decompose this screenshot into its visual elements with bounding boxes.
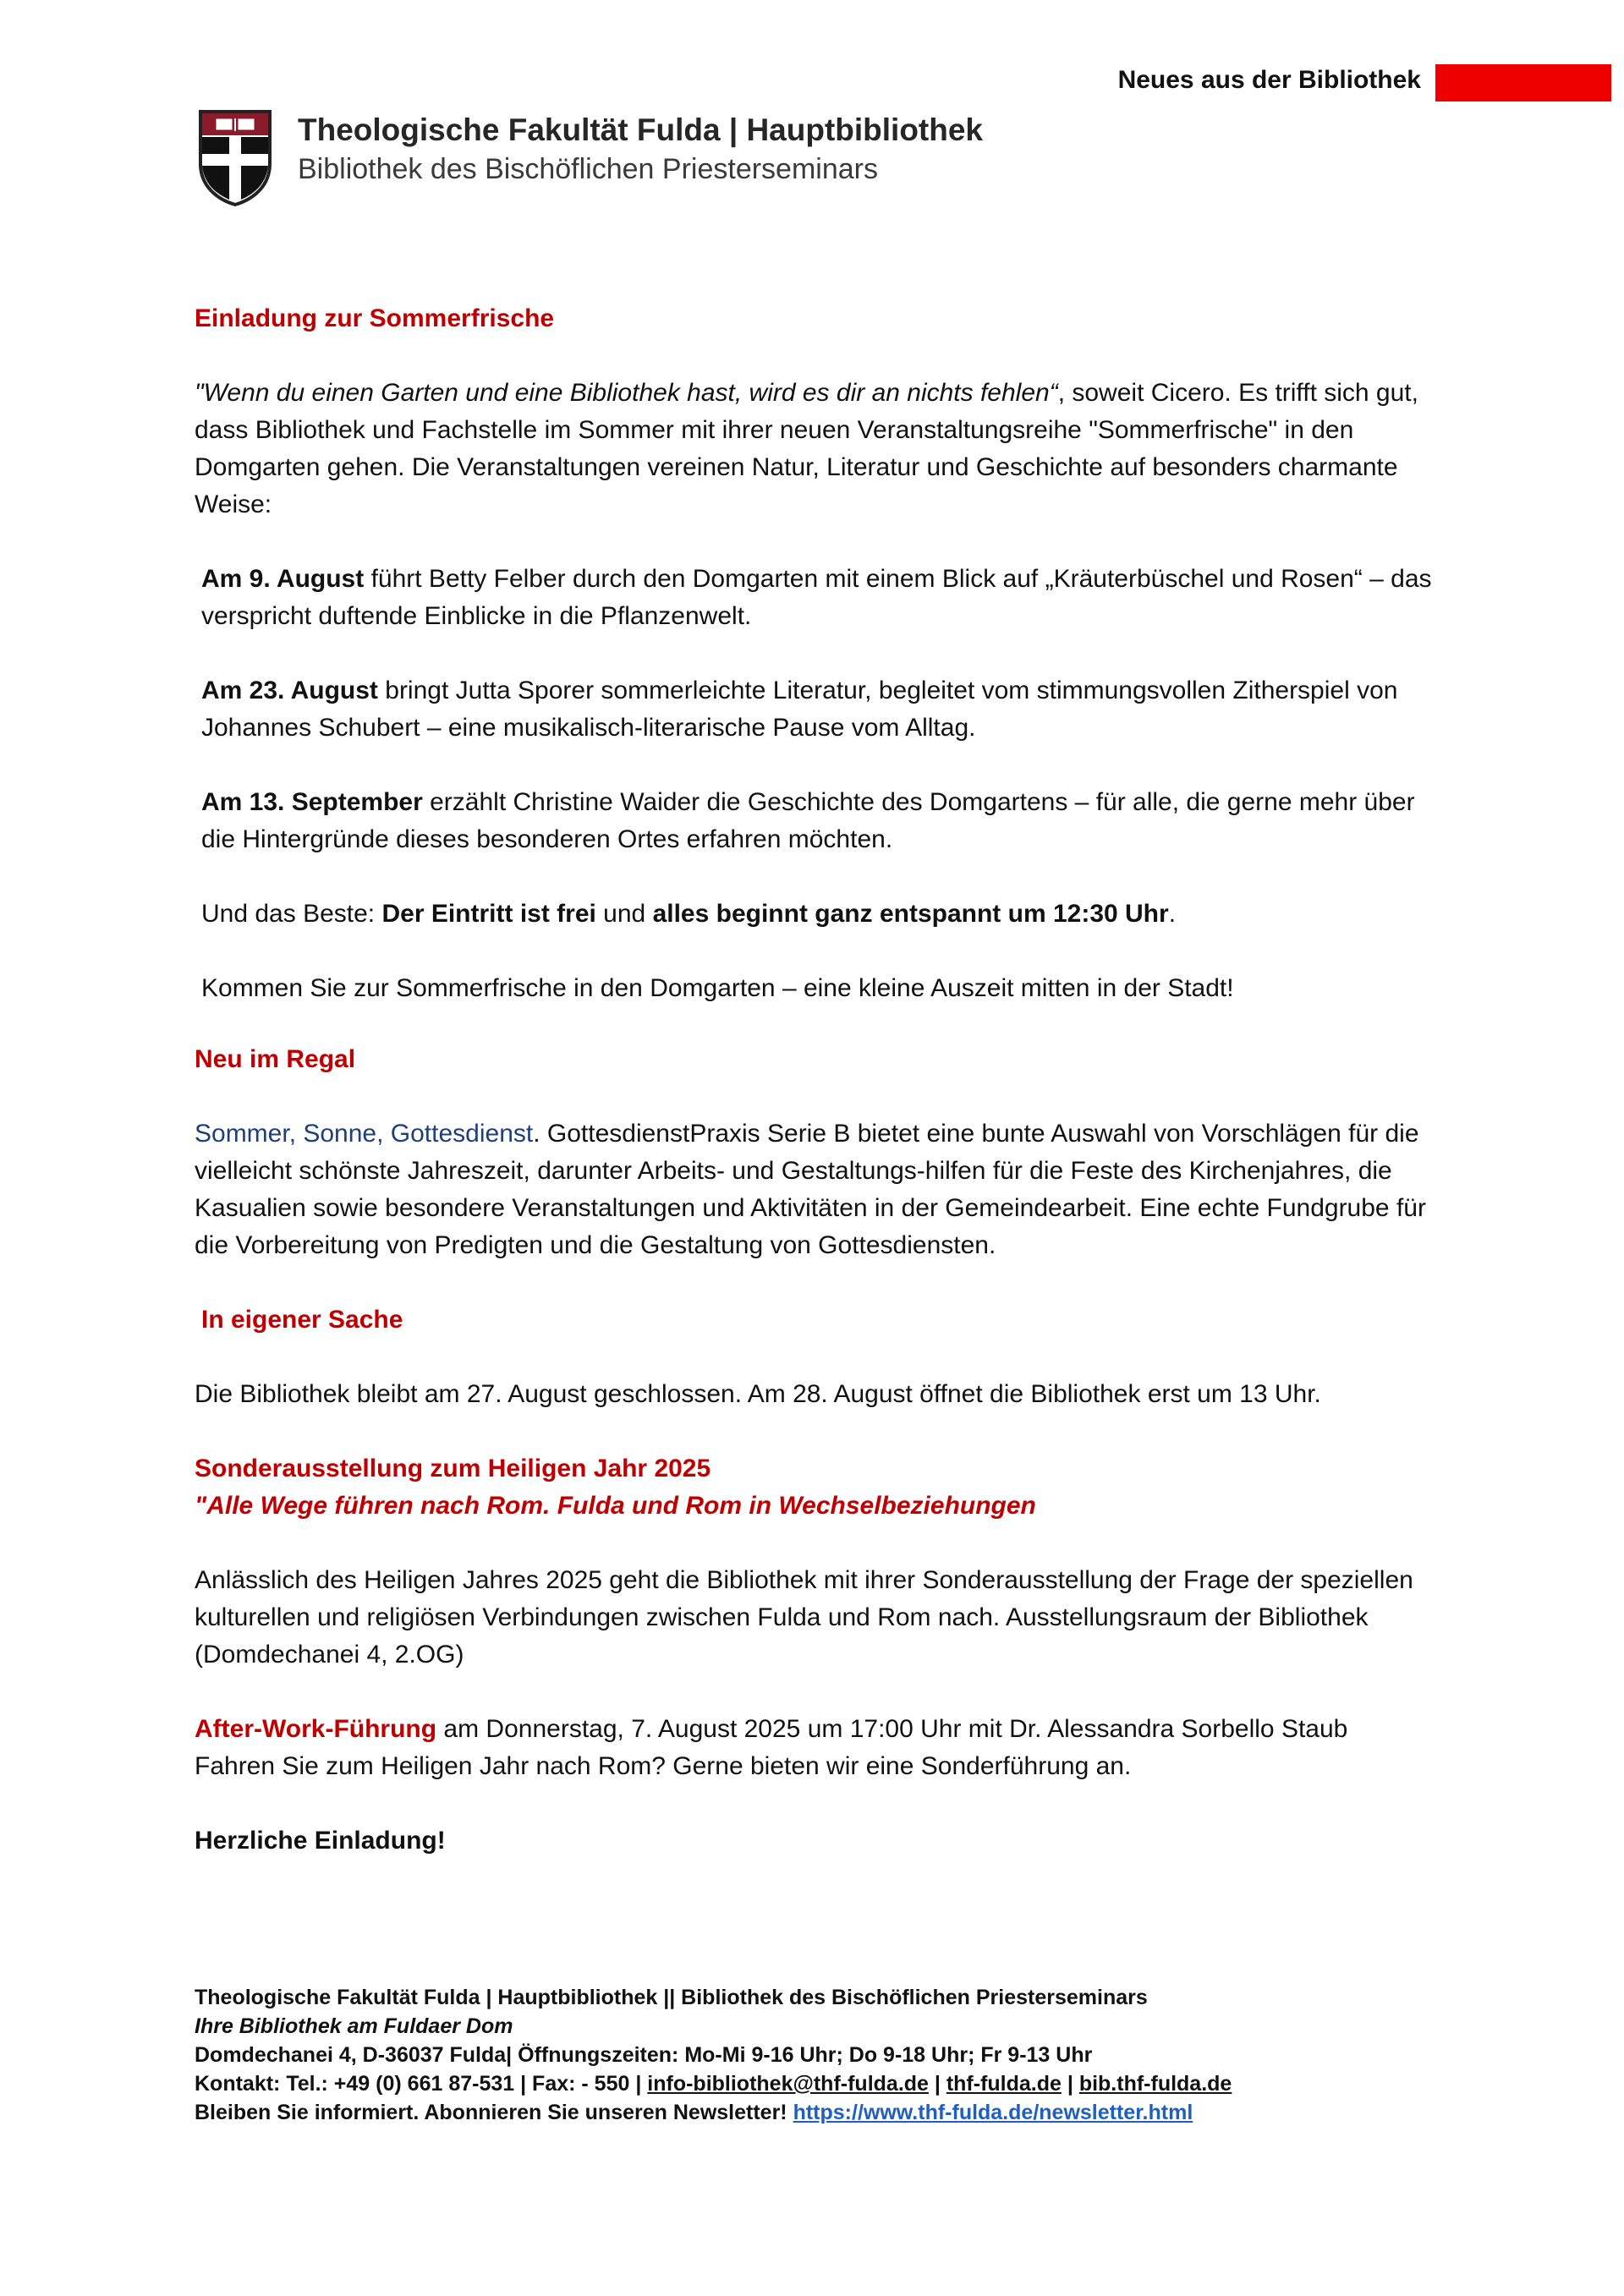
exhibition-paragraph: Anlässlich des Heiligen Jahres 2025 geht die Bibliothek mit ihrer Sonderausstellung der Frage der speziellen kulturellen und religiösen Verbindungen zwischen Fulda und Rom nach. Ausstellungsraum der Bibliothek (Domdechanei 4, 2.OG) [195, 1566, 1413, 1669]
intro-paragraph [195, 375, 1446, 523]
header-accent-bar [1435, 64, 1611, 101]
free-entry: Der Eintritt ist frei [381, 900, 596, 928]
cicero-quote: "Wenn du einen Garten und eine Bibliothek hast, wird es dir an nichts fehlen“ [195, 379, 1058, 407]
website-link[interactable]: thf-fulda.de [946, 2072, 1062, 2096]
section-heading-sommerfrische: Einladung zur Sommerfrische [195, 304, 555, 332]
event-item [195, 784, 1446, 858]
event-item [195, 672, 1446, 747]
section-heading-regal: Neu im Regal [195, 1045, 356, 1073]
header-label: Neues aus der Bibliothek [1117, 66, 1421, 94]
invitation-line: Herzliche Einladung! [195, 1827, 446, 1855]
footer-line-contact [195, 2069, 1463, 2098]
section-heading-eigene-sache: In eigener Sache [201, 1306, 403, 1334]
footer-line-tagline: Ihre Bibliothek am Fuldaer Dom [195, 2014, 513, 2038]
regal-text: . GottesdienstPraxis Serie B bietet eine bunte Auswahl von Vorschlägen für die vielleicht schönste Jahreszeit, darunter Arbeits- und Gestaltungs-hilfen für die Feste des Kirchenjahres, die Kasualien sowie besondere Veranstaltungen und Aktivitäten in der Gemeindearbeit. Eine echte Fundgrube für die Vorbereitung von Predigten und die Gestaltung von Gottesdiensten. [195, 1120, 1426, 1259]
regal-paragraph [195, 1115, 1446, 1264]
event-date: Am 9. August [201, 565, 365, 593]
closing-paragraph: Kommen Sie zur Sommerfrische in den Domgarten – eine kleine Auszeit mitten in der Stadt! [201, 974, 1234, 1002]
org-title: Theologische Fakultät Fulda | Hauptbibliothek [298, 112, 984, 147]
newsletter-body [195, 300, 1446, 1860]
library-website-link[interactable]: bib.thf-fulda.de [1078, 2072, 1232, 2096]
email-link[interactable]: info-bibliothek@thf-fulda.de [647, 2072, 929, 2096]
newsletter-prefix: Bleiben Sie informiert. Abonnieren Sie unseren Newsletter! [195, 2101, 793, 2124]
contact-sep: | [1061, 2072, 1079, 2096]
event-text: führt Betty Felber durch den Domgarten mit einem Blick auf „Kräuterbüschel und Rosen“ – das verspricht duftende Einblicke in die Pflanzenwelt. [201, 565, 1432, 630]
best-and: und [595, 900, 653, 928]
coat-of-arms-icon [197, 108, 273, 208]
event-text: bringt Jutta Sporer sommerleichte Literatur, begleitet vom stimmungsvollen Zitherspiel von Johannes Schubert – eine musikalisch-literarische Pause vom Alltag. [201, 677, 1398, 742]
afterwork-paragraph [195, 1711, 1446, 1748]
contact-prefix: Kontakt: Tel.: +49 (0) 661 87-531 | Fax: - 550 | [195, 2072, 648, 2096]
event-date: Am 23. August [201, 677, 378, 704]
intro-text: , soweit Cicero. Es trifft sich gut, dass Bibliothek und Fachstelle im Sommer mit ihrer neuen Veranstaltungsreihe "Sommerfrische" in den Domgarten gehen. Die Veranstaltungen vereinen Natur, Literatur und Geschichte auf besonders charmante Weise: [195, 379, 1418, 518]
afterwork-label: After-Work-Führung [195, 1715, 437, 1743]
contact-sep: | [928, 2072, 946, 2096]
start-time: alles beginnt ganz entspannt um 12:30 Uhr [652, 900, 1169, 928]
footer [195, 1983, 1463, 2127]
afterwork-text: am Donnerstag, 7. August 2025 um 17:00 Uhr mit Dr. Alessandra Sorbello Staub [436, 1715, 1348, 1743]
best-paragraph [195, 896, 1446, 933]
footer-line-address: Domdechanei 4, D-36037 Fulda| Öffnungszeiten: Mo-Mi 9-16 Uhr; Do 9-18 Uhr; Fr 9-13 Uhr [195, 2043, 1093, 2067]
exhibition-subtitle: "Alle Wege führen nach Rom. Fulda und Rom in Wechselbeziehungen [195, 1492, 1036, 1520]
best-end: . [1168, 900, 1177, 928]
org-subtitle: Bibliothek des Bischöflichen Priesterseminars [298, 153, 878, 185]
event-date: Am 13. September [201, 788, 423, 816]
afterwork-line2: Fahren Sie zum Heiligen Jahr nach Rom? Gerne bieten wir eine Sonderführung an. [195, 1752, 1132, 1780]
newsletter-link[interactable]: https://www.thf-fulda.de/newsletter.html [793, 2101, 1193, 2124]
book-title-link[interactable]: Sommer, Sonne, Gottesdienst [195, 1120, 534, 1148]
best-prefix: Und das Beste: [201, 900, 382, 928]
closure-notice: Die Bibliothek bleibt am 27. August geschlossen. Am 28. August öffnet die Bibliothek erst um 13 Uhr. [195, 1380, 1321, 1408]
event-item [195, 561, 1446, 635]
footer-line-newsletter [195, 2098, 1463, 2127]
event-text: erzählt Christine Waider die Geschichte des Domgartens – für alle, die gerne mehr über die Hintergründe dieses besonderen Ortes erfahren möchten. [201, 788, 1415, 853]
section-heading-ausstellung: Sonderausstellung zum Heiligen Jahr 2025 [195, 1455, 711, 1482]
footer-line-institution: Theologische Fakultät Fulda | Hauptbibliothek || Bibliothek des Bischöflichen Priesterseminars [195, 1986, 1148, 2009]
